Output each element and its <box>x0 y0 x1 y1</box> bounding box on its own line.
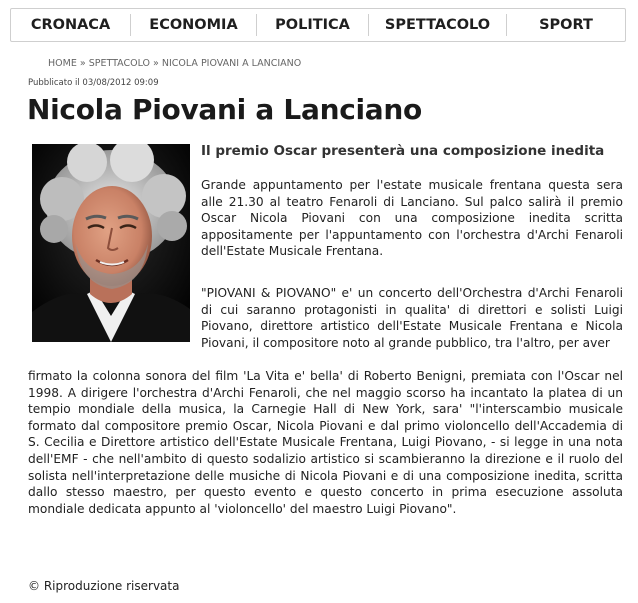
breadcrumb <box>48 58 301 69</box>
article-subtitle: Il premio Oscar presenterà una composizione inedita <box>201 143 605 159</box>
article-paragraph: Grande appuntamento per l'estate musicale frentana questa sera alle 21.30 al teatro Fenaroli di Lanciano. Sul palco salirà il premio Oscar Nicola Piovani con una composizione inedita scritta appositamente per l'appuntamento con l'orchestra d'Archi Fenaroli dell'Estate Musicale Frentana. <box>201 178 623 259</box>
nav-item-politica[interactable]: POLITICA <box>257 14 369 36</box>
nav-item-cronaca[interactable]: CRONACA <box>11 14 131 36</box>
nav-item-economia[interactable]: ECONOMIA <box>131 14 257 36</box>
breadcrumb-section[interactable]: SPETTACOLO <box>88 58 151 69</box>
article-title: Nicola Piovani a Lanciano <box>27 93 422 126</box>
breadcrumb-separator: » <box>76 58 89 69</box>
article-paragraph: firmato la colonna sonora del film 'La Vita e' bella' di Roberto Benigni, premiata con l'Oscar nel 1998. A dirigere l'orchestra d'Archi Fenaroli, che nel maggio scorso ha incantato la platea di un tempio mondiale della musica, la Carnegie Hall di New York, sara' "l'interscambio musicale formato dal compositore premio Oscar, Nicola Piovani e dal primo violoncello dell'Accademia di S. Cecilia e Direttore artistico dell'Estate Musicale Frentana, Luigi Piovano, - si legge in una nota dell'EMF - che nell'ambito di questo sodalizio artistico si scambieranno la direzione e il ruolo del solista nell'interpretazione delle musiche di Nicola Piovani e di una composizione inedita, scritta dallo stesso maestro, per questo evento e questo concerto in prima esecuzione assoluta mondiale dedicata appunto al 'violoncello' del maestro Luigi Piovano". <box>28 369 623 516</box>
copyright-notice: © Riproduzione riservata <box>28 579 180 593</box>
article-photo <box>32 144 190 342</box>
publish-date: Pubblicato il 03/08/2012 09:09 <box>28 78 159 88</box>
article-paragraph: "PIOVANI & PIOVANO" e' un concerto dell'Orchestra d'Archi Fenaroli di cui saranno protagonisti in qualita' di direttori e solisti Luigi Piovano, direttore artistico dell'Estate Musicale Frentana e Nicola Piovani, il compositore noto al grande pubblico, tra l'altro, per aver <box>201 286 623 350</box>
main-nav <box>10 8 626 42</box>
breadcrumb-home[interactable]: HOME <box>48 58 77 69</box>
breadcrumb-separator: » <box>150 58 162 69</box>
breadcrumb-current: NICOLA PIOVANI A LANCIANO <box>161 58 302 69</box>
nav-item-spettacolo[interactable]: SPETTACOLO <box>369 14 507 36</box>
nav-item-sport[interactable]: SPORT <box>539 17 593 33</box>
